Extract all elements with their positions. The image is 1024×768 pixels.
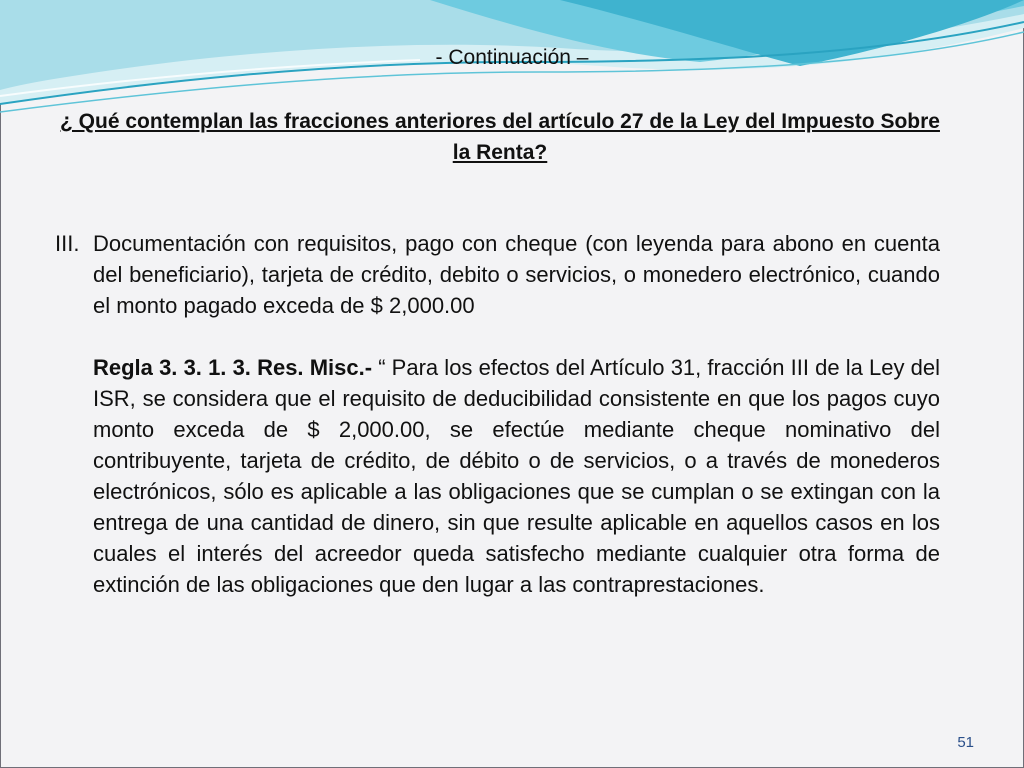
list-item-iii: [55, 228, 940, 600]
item-body: [93, 228, 940, 600]
slide-heading: ¿ Qué contemplan las fracciones anteriores del artículo 27 de la Ley del Impuesto Sobre la Renta?: [60, 110, 940, 164]
slide-subtitle: - Continuación –: [435, 46, 589, 69]
item-number: III.: [55, 231, 80, 256]
item-text: Documentación con requisitos, pago con cheque (con leyenda para abono en cuenta del beneficiario), tarjeta de crédito, debito o servicios, o monedero electrónico, cuando el monto pagado exceda de $ 2,000.00: [93, 231, 940, 318]
paragraph-gap: [93, 321, 940, 352]
slide-number: 51: [957, 734, 974, 751]
rule-paragraph: [93, 352, 940, 600]
rule-label: Regla 3. 3. 1. 3. Res. Misc.-: [93, 355, 373, 380]
rule-text: “ Para los efectos del Artículo 31, fracción III de la Ley del ISR, se considera que el requisito de deducibilidad consistente en que los pagos cuyo monto exceda de $ 2,000.00, se efectúe mediante cheque nominativo del contribuyente, tarjeta de crédito, de débito o de servicios, o a través de monederos electrónicos, sólo es aplicable a las obligaciones que se cumplan o se extingan con la entrega de una cantidad de dinero, sin que resulte aplicable en aquellos casos en los cuales el interés del acreedor queda satisfecho mediante cualquier otra forma de extinción de las obligaciones que den lugar a las contraprestaciones.: [93, 355, 940, 597]
